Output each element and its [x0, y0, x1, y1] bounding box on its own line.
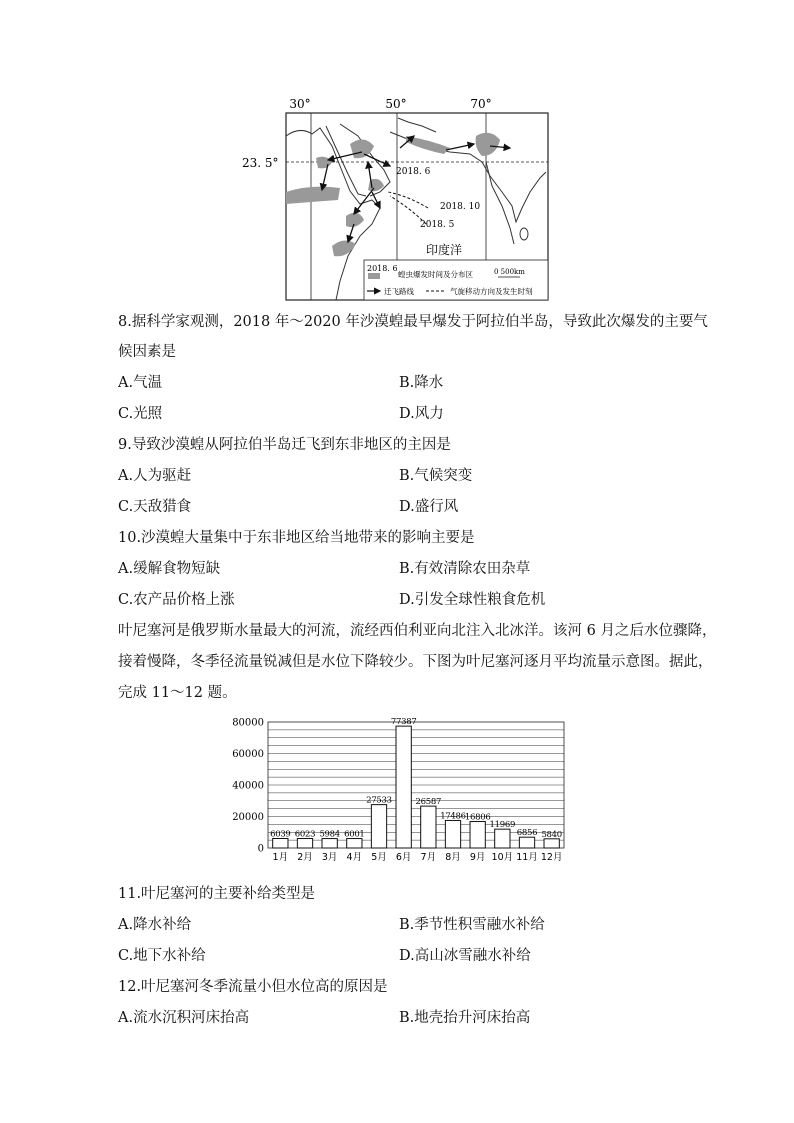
- lon-label-30: 30°: [289, 97, 311, 111]
- date-label-2018-5: 2018. 5: [420, 220, 455, 230]
- question-10: 10.沙漠蝗大量集中于东非地区给当地带来的影响主要是: [118, 530, 475, 546]
- q9-option-a: A.人为驱赶: [118, 468, 192, 484]
- locust-area-7: [406, 136, 450, 154]
- legend-cyclone-label: 气旋移动方向及发生时刻: [450, 287, 533, 296]
- bar-4月: [347, 839, 362, 848]
- q10-option-a: A.缓解食物短缺: [118, 561, 221, 577]
- locust-map: [240, 96, 552, 302]
- sri-lanka: [520, 228, 528, 240]
- q8-option-c: C.光照: [118, 406, 163, 422]
- bar-value-label: 77387: [390, 717, 417, 728]
- lat-label: 23. 5°: [242, 156, 279, 170]
- lon-label-70: 70°: [470, 97, 492, 111]
- bar-5月: [371, 805, 386, 848]
- bar-value-label: 5840: [541, 829, 562, 840]
- passage-line-1: 叶尼塞河是俄罗斯水量最大的河流，流经西伯利亚向北注入北冰洋。该河 6 月之后水位骤降，: [118, 623, 717, 639]
- locust-area-1: [316, 157, 332, 169]
- x-tick-label: 6月: [395, 852, 412, 863]
- q11-option-d: D.高山冰雪融水补给: [399, 948, 531, 964]
- question-8-line-1: 8.据科学家观测，2018 年～2020 年沙漠蝗最早爆发于阿拉伯半岛，导致此次爆发的主要气: [118, 314, 708, 330]
- legend-date: 2018. 6: [367, 264, 398, 273]
- bar-value-label: 5984: [319, 829, 340, 840]
- y-tick-label: 40000: [232, 780, 264, 792]
- bar-6月: [396, 726, 411, 848]
- coastline-red-sea: [326, 126, 366, 196]
- lon-label-50: 50°: [385, 97, 407, 111]
- y-tick-label: 20000: [232, 812, 264, 823]
- locust-area-8: [476, 133, 500, 156]
- q10-option-d: D.引发全球性粮食危机: [399, 592, 546, 608]
- question-11: 11.叶尼塞河的主要补给类型是: [118, 886, 316, 902]
- bar-value-label: 27533: [366, 795, 392, 806]
- yenisei-flow-chart: [228, 712, 568, 872]
- passage-line-3: 完成 11～12 题。: [118, 685, 237, 701]
- bar-9月: [470, 822, 485, 848]
- bar-value-label: 11969: [489, 820, 516, 831]
- x-tick-label: 4月: [346, 852, 363, 863]
- q12-option-b: B.地壳抬升河床抬高: [399, 1010, 531, 1026]
- x-tick-label: 1月: [272, 852, 289, 863]
- locust-area-5: [346, 213, 364, 227]
- locust-area-6: [332, 240, 356, 256]
- question-8-line-2: 候因素是: [118, 344, 176, 360]
- y-tick-label: 0: [257, 843, 264, 855]
- passage-line-2: 接着慢降，冬季径流量锐减但是水位下降较少。下图为叶尼塞河逐月平均流量示意图。据此，: [118, 654, 713, 670]
- bar-8月: [445, 820, 460, 848]
- q8-option-a: A.气温: [118, 375, 163, 391]
- x-tick-label: 5月: [371, 852, 387, 863]
- y-tick-label: 60000: [232, 749, 264, 760]
- bar-7月: [421, 806, 436, 848]
- locust-area-3: [286, 187, 340, 204]
- legend-scale: 0 500km: [494, 268, 525, 276]
- bar-11月: [519, 837, 534, 848]
- q9-option-b: B.气候突变: [399, 468, 473, 484]
- x-tick-label: 10月: [491, 852, 514, 863]
- bar-12月: [544, 839, 559, 848]
- x-tick-label: 3月: [321, 852, 338, 863]
- ocean-label: 印度洋: [426, 243, 463, 257]
- bar-value-label: 6856: [516, 828, 538, 839]
- bar-value-label: 17486: [440, 811, 466, 822]
- bar-value-label: 26587: [415, 797, 442, 808]
- x-tick-label: 9月: [469, 852, 486, 863]
- q9-option-d: D.盛行风: [399, 499, 459, 515]
- x-tick-label: 11月: [516, 852, 538, 863]
- bar-value-label: 6001: [344, 829, 365, 840]
- q11-option-c: C.地下水补给: [118, 948, 206, 964]
- legend-route-label: 迁飞路线: [384, 287, 414, 296]
- bar-3月: [322, 839, 337, 848]
- bar-value-label: 16806: [464, 812, 491, 823]
- bar-value-label: 6039: [270, 829, 291, 840]
- bar-value-label: 6023: [294, 829, 316, 840]
- bar-10月: [495, 829, 510, 848]
- question-12: 12.叶尼塞河冬季流量小但水位高的原因是: [118, 979, 388, 995]
- q10-option-b: B.有效清除农田杂草: [399, 561, 531, 577]
- bar-2月: [297, 839, 312, 848]
- date-label-2018-10: 2018. 10: [440, 202, 481, 212]
- x-tick-label: 8月: [445, 852, 461, 863]
- x-tick-label: 2月: [297, 852, 313, 863]
- x-tick-label: 7月: [420, 852, 437, 863]
- q12-option-a: A.流水沉积河床抬高: [118, 1010, 250, 1026]
- locust-area-2: [350, 139, 374, 158]
- y-tick-label: 80000: [232, 717, 264, 729]
- date-label-2018-6: 2018. 6: [396, 167, 431, 177]
- q10-option-c: C.农产品价格上涨: [118, 592, 235, 608]
- bar-1月: [273, 838, 288, 848]
- q8-option-d: D.风力: [399, 406, 444, 422]
- legend-area-label: 蝗虫爆发时间及分布区: [398, 270, 473, 279]
- q8-option-b: B.降水: [399, 375, 444, 391]
- q9-option-c: C.天敌猎食: [118, 499, 192, 515]
- map-legend: [364, 260, 548, 300]
- x-tick-label: 12月: [540, 852, 563, 863]
- question-9: 9.导致沙漠蝗从阿拉伯半岛迁飞到东非地区的主因是: [118, 437, 451, 453]
- q11-option-a: A.降水补给: [118, 917, 192, 933]
- q11-option-b: B.季节性积雪融水补给: [399, 917, 545, 933]
